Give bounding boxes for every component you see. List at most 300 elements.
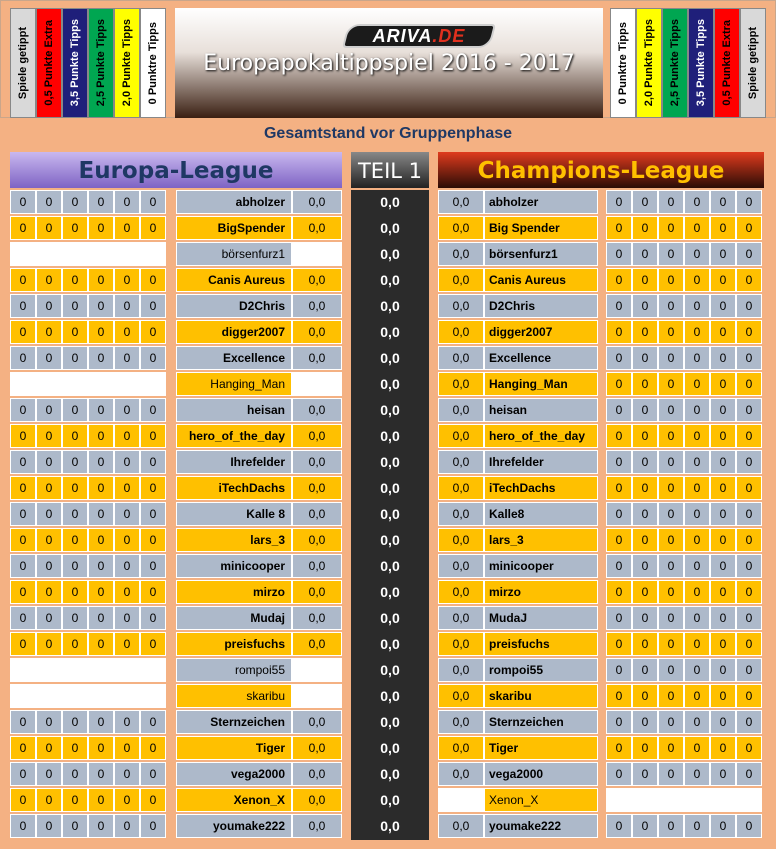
el-player-name: iTechDachs	[176, 476, 292, 500]
cl-tip-count-cell: 0	[658, 554, 684, 578]
cl-tip-count-cell: 0	[606, 710, 632, 734]
cl-tip-count-cell: 0	[632, 554, 658, 578]
page-subtitle: Gesamtstand vor Gruppenphase	[263, 125, 513, 142]
total-score-cell: 0,0	[351, 814, 429, 838]
cl-player-name: Tiger	[484, 736, 598, 760]
el-tip-count-cell: 0	[36, 294, 62, 318]
el-tip-count-cell: 0	[140, 502, 166, 526]
cl-score-cell: 0,0	[438, 476, 484, 500]
cl-tip-count-cell: 0	[684, 476, 710, 500]
cl-tip-count-cell: 0	[684, 294, 710, 318]
cl-tip-count-cell: 0	[736, 580, 762, 604]
cl-tip-count-cell: 0	[658, 424, 684, 448]
el-tip-count-cell: 0	[88, 294, 114, 318]
el-tip-count-cell: 0	[88, 320, 114, 344]
el-tip-count-cell: 0	[88, 216, 114, 240]
cl-player-name: lars_3	[484, 528, 598, 552]
el-player-name: Mudaj	[176, 606, 292, 630]
cl-tip-count-cell: 0	[684, 580, 710, 604]
cl-tip-count-cell: 0	[606, 476, 632, 500]
el-tip-count-cell: 0	[88, 424, 114, 448]
el-tip-count-cell	[36, 242, 62, 266]
left-column-header	[62, 8, 88, 118]
cl-score-cell: 0,0	[438, 294, 484, 318]
el-tip-count-cell: 0	[88, 450, 114, 474]
cl-tip-count-cell: 0	[632, 320, 658, 344]
el-tip-count-cell: 0	[62, 450, 88, 474]
cl-tip-count-cell: 0	[684, 268, 710, 292]
cl-tip-count-cell: 0	[736, 528, 762, 552]
el-tip-count-cell: 0	[36, 502, 62, 526]
left-column-header-label: 2,5 Punkte Tipps	[95, 19, 107, 107]
el-score-cell: 0,0	[292, 762, 342, 786]
cl-tip-count-cell: 0	[736, 398, 762, 422]
total-score-cell: 0,0	[351, 554, 429, 578]
cl-tip-count-cell: 0	[632, 580, 658, 604]
cl-tip-count-cell	[736, 788, 762, 812]
cl-tip-count-cell: 0	[606, 684, 632, 708]
cl-tip-count-cell: 0	[684, 762, 710, 786]
el-tip-count-cell	[140, 242, 166, 266]
cl-tip-count-cell: 0	[606, 606, 632, 630]
el-tip-count-cell: 0	[62, 502, 88, 526]
cl-tip-count-cell: 0	[632, 710, 658, 734]
cl-tip-count-cell: 0	[710, 710, 736, 734]
el-tip-count-cell: 0	[140, 450, 166, 474]
el-tip-count-cell	[62, 242, 88, 266]
cl-score-cell: 0,0	[438, 190, 484, 214]
el-tip-count-cell: 0	[62, 814, 88, 838]
cl-player-name: Sternzeichen	[484, 710, 598, 734]
el-tip-count-cell	[140, 658, 166, 682]
el-tip-count-cell: 0	[36, 814, 62, 838]
el-tip-count-cell: 0	[10, 502, 36, 526]
el-tip-count-cell: 0	[62, 710, 88, 734]
cl-player-name: youmake222	[484, 814, 598, 838]
cl-score-cell: 0,0	[438, 684, 484, 708]
cl-tip-count-cell: 0	[606, 762, 632, 786]
el-tip-count-cell: 0	[88, 554, 114, 578]
el-tip-count-cell: 0	[114, 268, 140, 292]
cl-player-name: vega2000	[484, 762, 598, 786]
el-tip-count-cell: 0	[114, 320, 140, 344]
el-score-cell: 0,0	[292, 580, 342, 604]
el-tip-count-cell: 0	[36, 476, 62, 500]
el-tip-count-cell: 0	[140, 398, 166, 422]
el-player-name: Excellence	[176, 346, 292, 370]
el-player-name: minicooper	[176, 554, 292, 578]
el-score-cell: 0,0	[292, 216, 342, 240]
cl-score-cell: 0,0	[438, 710, 484, 734]
cl-tip-count-cell: 0	[606, 242, 632, 266]
cl-tip-count-cell: 0	[710, 762, 736, 786]
cl-tip-count-cell: 0	[736, 476, 762, 500]
cl-tip-count-cell: 0	[710, 554, 736, 578]
cl-tip-count-cell: 0	[736, 372, 762, 396]
el-tip-count-cell: 0	[36, 346, 62, 370]
cl-score-cell: 0,0	[438, 216, 484, 240]
el-player-name: Tiger	[176, 736, 292, 760]
el-tip-count-cell: 0	[140, 216, 166, 240]
el-tip-count-cell: 0	[36, 398, 62, 422]
cl-tip-count-cell: 0	[632, 242, 658, 266]
cl-tip-count-cell: 0	[606, 216, 632, 240]
cl-tip-count-cell: 0	[632, 216, 658, 240]
el-score-cell: 0,0	[292, 268, 342, 292]
el-tip-count-cell: 0	[36, 710, 62, 734]
cl-tip-count-cell: 0	[710, 424, 736, 448]
cl-tip-count-cell: 0	[710, 190, 736, 214]
el-tip-count-cell: 0	[62, 294, 88, 318]
cl-score-cell: 0,0	[438, 398, 484, 422]
el-tip-count-cell: 0	[62, 736, 88, 760]
cl-tip-count-cell: 0	[606, 294, 632, 318]
el-tip-count-cell: 0	[88, 346, 114, 370]
cl-score-cell: 0,0	[438, 242, 484, 266]
cl-tip-count-cell: 0	[632, 476, 658, 500]
cl-tip-count-cell: 0	[632, 294, 658, 318]
cl-tip-count-cell: 0	[684, 528, 710, 552]
el-tip-count-cell: 0	[62, 554, 88, 578]
el-tip-count-cell: 0	[10, 398, 36, 422]
el-tip-count-cell: 0	[114, 788, 140, 812]
cl-tip-count-cell: 0	[684, 346, 710, 370]
el-score-cell	[292, 684, 342, 708]
cl-tip-count-cell: 0	[710, 294, 736, 318]
el-tip-count-cell	[10, 658, 36, 682]
cl-tip-count-cell: 0	[658, 346, 684, 370]
cl-tip-count-cell: 0	[736, 502, 762, 526]
cl-score-cell: 0,0	[438, 762, 484, 786]
cl-player-name: preisfuchs	[484, 632, 598, 656]
el-tip-count-cell: 0	[140, 320, 166, 344]
el-tip-count-cell: 0	[62, 606, 88, 630]
cl-tip-count-cell: 0	[710, 346, 736, 370]
left-column-header	[88, 8, 114, 118]
cl-player-name: Xenon_X	[484, 788, 598, 812]
right-column-header	[610, 8, 636, 118]
cl-tip-count-cell: 0	[632, 346, 658, 370]
el-tip-count-cell: 0	[88, 814, 114, 838]
el-player-name: heisan	[176, 398, 292, 422]
el-tip-count-cell	[88, 242, 114, 266]
el-tip-count-cell: 0	[88, 476, 114, 500]
cl-tip-count-cell: 0	[684, 710, 710, 734]
el-tip-count-cell: 0	[140, 190, 166, 214]
total-score-cell: 0,0	[351, 502, 429, 526]
cl-tip-count-cell: 0	[632, 502, 658, 526]
el-tip-count-cell: 0	[62, 424, 88, 448]
cl-player-name: Big Spender	[484, 216, 598, 240]
el-tip-count-cell: 0	[140, 736, 166, 760]
el-tip-count-cell: 0	[140, 268, 166, 292]
el-tip-count-cell: 0	[114, 294, 140, 318]
cl-tip-count-cell: 0	[658, 528, 684, 552]
cl-score-cell: 0,0	[438, 450, 484, 474]
el-tip-count-cell: 0	[140, 762, 166, 786]
cl-tip-count-cell: 0	[632, 814, 658, 838]
cl-tip-count-cell: 0	[658, 320, 684, 344]
total-score-cell: 0,0	[351, 606, 429, 630]
el-tip-count-cell: 0	[36, 554, 62, 578]
el-tip-count-cell: 0	[140, 580, 166, 604]
cl-tip-count-cell: 0	[684, 606, 710, 630]
cl-tip-count-cell: 0	[606, 450, 632, 474]
total-score-cell: 0,0	[351, 476, 429, 500]
left-column-header	[36, 8, 62, 118]
el-tip-count-cell	[62, 658, 88, 682]
el-tip-count-cell: 0	[10, 606, 36, 630]
el-tip-count-cell: 0	[140, 554, 166, 578]
total-score-cell: 0,0	[351, 788, 429, 812]
cl-tip-count-cell: 0	[606, 502, 632, 526]
el-tip-count-cell	[10, 242, 36, 266]
cl-tip-count-cell: 0	[736, 710, 762, 734]
cl-tip-count-cell: 0	[606, 658, 632, 682]
logo-text: ARIVA	[372, 25, 433, 46]
el-tip-count-cell: 0	[36, 320, 62, 344]
el-tip-count-cell: 0	[62, 346, 88, 370]
el-tip-count-cell: 0	[10, 788, 36, 812]
el-tip-count-cell: 0	[62, 190, 88, 214]
cl-score-cell: 0,0	[438, 580, 484, 604]
cl-tip-count-cell: 0	[684, 372, 710, 396]
el-score-cell	[292, 372, 342, 396]
cl-tip-count-cell: 0	[632, 268, 658, 292]
cl-tip-count-cell: 0	[710, 372, 736, 396]
el-tip-count-cell: 0	[140, 424, 166, 448]
cl-tip-count-cell: 0	[736, 450, 762, 474]
cl-tip-count-cell: 0	[632, 372, 658, 396]
el-tip-count-cell: 0	[88, 762, 114, 786]
cl-tip-count-cell: 0	[736, 216, 762, 240]
el-tip-count-cell: 0	[140, 606, 166, 630]
el-tip-count-cell: 0	[36, 736, 62, 760]
cl-tip-count-cell: 0	[632, 528, 658, 552]
cl-tip-count-cell: 0	[658, 658, 684, 682]
cl-tip-count-cell: 0	[632, 398, 658, 422]
cl-tip-count-cell: 0	[710, 476, 736, 500]
el-tip-count-cell: 0	[114, 424, 140, 448]
cl-score-cell: 0,0	[438, 320, 484, 344]
el-tip-count-cell: 0	[114, 736, 140, 760]
cl-tip-count-cell	[606, 788, 632, 812]
el-score-cell: 0,0	[292, 476, 342, 500]
el-tip-count-cell	[140, 684, 166, 708]
el-tip-count-cell: 0	[140, 476, 166, 500]
total-score-cell: 0,0	[351, 684, 429, 708]
el-player-name: Hanging_Man	[176, 372, 292, 396]
cl-tip-count-cell: 0	[736, 190, 762, 214]
right-column-header	[636, 8, 662, 118]
el-tip-count-cell: 0	[140, 788, 166, 812]
cl-tip-count-cell: 0	[606, 346, 632, 370]
el-tip-count-cell	[36, 658, 62, 682]
el-tip-count-cell: 0	[10, 190, 36, 214]
cl-tip-count-cell: 0	[684, 398, 710, 422]
cl-player-name: D2Chris	[484, 294, 598, 318]
cl-tip-count-cell: 0	[710, 736, 736, 760]
el-tip-count-cell: 0	[10, 528, 36, 552]
total-score-cell: 0,0	[351, 294, 429, 318]
right-column-header	[662, 8, 688, 118]
total-score-cell: 0,0	[351, 424, 429, 448]
el-tip-count-cell: 0	[114, 580, 140, 604]
cl-tip-count-cell: 0	[632, 424, 658, 448]
el-tip-count-cell: 0	[62, 528, 88, 552]
cl-player-name: heisan	[484, 398, 598, 422]
left-column-header	[140, 8, 166, 118]
el-player-name: youmake222	[176, 814, 292, 838]
el-tip-count-cell: 0	[88, 502, 114, 526]
el-tip-count-cell: 0	[36, 450, 62, 474]
el-tip-count-cell: 0	[10, 450, 36, 474]
cl-tip-count-cell: 0	[684, 632, 710, 656]
el-tip-count-cell: 0	[36, 788, 62, 812]
cl-tip-count-cell: 0	[710, 606, 736, 630]
cl-tip-count-cell: 0	[710, 528, 736, 552]
cl-tip-count-cell: 0	[736, 320, 762, 344]
el-tip-count-cell: 0	[10, 814, 36, 838]
cl-tip-count-cell: 0	[606, 190, 632, 214]
cl-tip-count-cell: 0	[710, 216, 736, 240]
el-tip-count-cell: 0	[62, 788, 88, 812]
logo-dot-text: .DE	[432, 25, 466, 46]
total-score-cell: 0,0	[351, 528, 429, 552]
cl-tip-count-cell: 0	[606, 736, 632, 760]
cl-player-name: rompoi55	[484, 658, 598, 682]
cl-tip-count-cell: 0	[606, 268, 632, 292]
el-tip-count-cell: 0	[36, 190, 62, 214]
el-tip-count-cell: 0	[10, 736, 36, 760]
el-score-cell: 0,0	[292, 736, 342, 760]
total-score-cell: 0,0	[351, 398, 429, 422]
el-score-cell: 0,0	[292, 710, 342, 734]
el-tip-count-cell: 0	[10, 268, 36, 292]
cl-tip-count-cell: 0	[710, 580, 736, 604]
total-score-cell: 0,0	[351, 710, 429, 734]
cl-tip-count-cell: 0	[632, 658, 658, 682]
cl-player-name: abholzer	[484, 190, 598, 214]
cl-tip-count-cell: 0	[658, 632, 684, 656]
cl-tip-count-cell: 0	[710, 450, 736, 474]
el-tip-count-cell: 0	[36, 528, 62, 552]
el-player-name: vega2000	[176, 762, 292, 786]
cl-player-name: Hanging_Man	[484, 372, 598, 396]
el-tip-count-cell: 0	[88, 268, 114, 292]
cl-tip-count-cell: 0	[710, 632, 736, 656]
total-score-cell: 0,0	[351, 190, 429, 214]
cl-tip-count-cell: 0	[684, 424, 710, 448]
cl-tip-count-cell: 0	[658, 398, 684, 422]
el-tip-count-cell: 0	[10, 762, 36, 786]
cl-tip-count-cell: 0	[684, 216, 710, 240]
cl-tip-count-cell: 0	[606, 580, 632, 604]
cl-tip-count-cell: 0	[736, 606, 762, 630]
el-player-name: hero_of_the_day	[176, 424, 292, 448]
left-column-header-label: 0,5 Punkte Extra	[43, 20, 55, 106]
cl-tip-count-cell: 0	[658, 710, 684, 734]
el-player-name: preisfuchs	[176, 632, 292, 656]
cl-player-name: Excellence	[484, 346, 598, 370]
el-tip-count-cell: 0	[10, 424, 36, 448]
cl-tip-count-cell: 0	[658, 450, 684, 474]
left-column-header	[114, 8, 140, 118]
el-tip-count-cell: 0	[62, 216, 88, 240]
el-tip-count-cell: 0	[140, 528, 166, 552]
ariva-logo	[345, 24, 493, 48]
cl-tip-count-cell: 0	[658, 736, 684, 760]
cl-tip-count-cell: 0	[658, 190, 684, 214]
el-player-name: Sternzeichen	[176, 710, 292, 734]
el-tip-count-cell: 0	[88, 398, 114, 422]
el-score-cell: 0,0	[292, 502, 342, 526]
right-column-header	[688, 8, 714, 118]
el-tip-count-cell	[140, 372, 166, 396]
el-tip-count-cell: 0	[88, 710, 114, 734]
el-tip-count-cell	[88, 684, 114, 708]
cl-tip-count-cell: 0	[606, 320, 632, 344]
el-tip-count-cell: 0	[62, 632, 88, 656]
cl-tip-count-cell: 0	[606, 528, 632, 552]
el-tip-count-cell: 0	[10, 294, 36, 318]
el-tip-count-cell: 0	[10, 346, 36, 370]
el-tip-count-cell: 0	[36, 216, 62, 240]
el-tip-count-cell	[114, 658, 140, 682]
cl-score-cell: 0,0	[438, 736, 484, 760]
cl-score-cell: 0,0	[438, 814, 484, 838]
cl-tip-count-cell: 0	[606, 398, 632, 422]
el-tip-count-cell	[10, 372, 36, 396]
el-player-name: Kalle 8	[176, 502, 292, 526]
cl-tip-count-cell: 0	[710, 658, 736, 682]
el-tip-count-cell: 0	[114, 814, 140, 838]
el-tip-count-cell: 0	[62, 580, 88, 604]
cl-tip-count-cell	[684, 788, 710, 812]
cl-tip-count-cell: 0	[632, 762, 658, 786]
total-score-cell: 0,0	[351, 242, 429, 266]
cl-tip-count-cell: 0	[736, 736, 762, 760]
cl-score-cell: 0,0	[438, 424, 484, 448]
el-tip-count-cell: 0	[36, 268, 62, 292]
cl-tip-count-cell: 0	[632, 190, 658, 214]
cl-player-name: Ihrefelder	[484, 450, 598, 474]
el-tip-count-cell	[62, 684, 88, 708]
el-tip-count-cell: 0	[114, 216, 140, 240]
el-tip-count-cell	[114, 242, 140, 266]
cl-score-cell: 0,0	[438, 528, 484, 552]
cl-tip-count-cell: 0	[710, 814, 736, 838]
el-tip-count-cell: 0	[10, 476, 36, 500]
el-tip-count-cell: 0	[10, 710, 36, 734]
cl-tip-count-cell: 0	[632, 632, 658, 656]
el-score-cell: 0,0	[292, 450, 342, 474]
cl-score-cell: 0,0	[438, 658, 484, 682]
el-tip-count-cell: 0	[88, 528, 114, 552]
el-tip-count-cell: 0	[62, 398, 88, 422]
cl-player-name: MudaJ	[484, 606, 598, 630]
cl-tip-count-cell: 0	[684, 684, 710, 708]
cl-tip-count-cell: 0	[684, 242, 710, 266]
right-column-header-label: Spiele getippt	[747, 26, 759, 100]
cl-tip-count-cell: 0	[736, 242, 762, 266]
el-tip-count-cell: 0	[62, 476, 88, 500]
cl-tip-count-cell: 0	[710, 398, 736, 422]
el-player-name: Ihrefelder	[176, 450, 292, 474]
cl-player-name: Canis Aureus	[484, 268, 598, 292]
el-tip-count-cell	[88, 658, 114, 682]
el-score-cell: 0,0	[292, 814, 342, 838]
